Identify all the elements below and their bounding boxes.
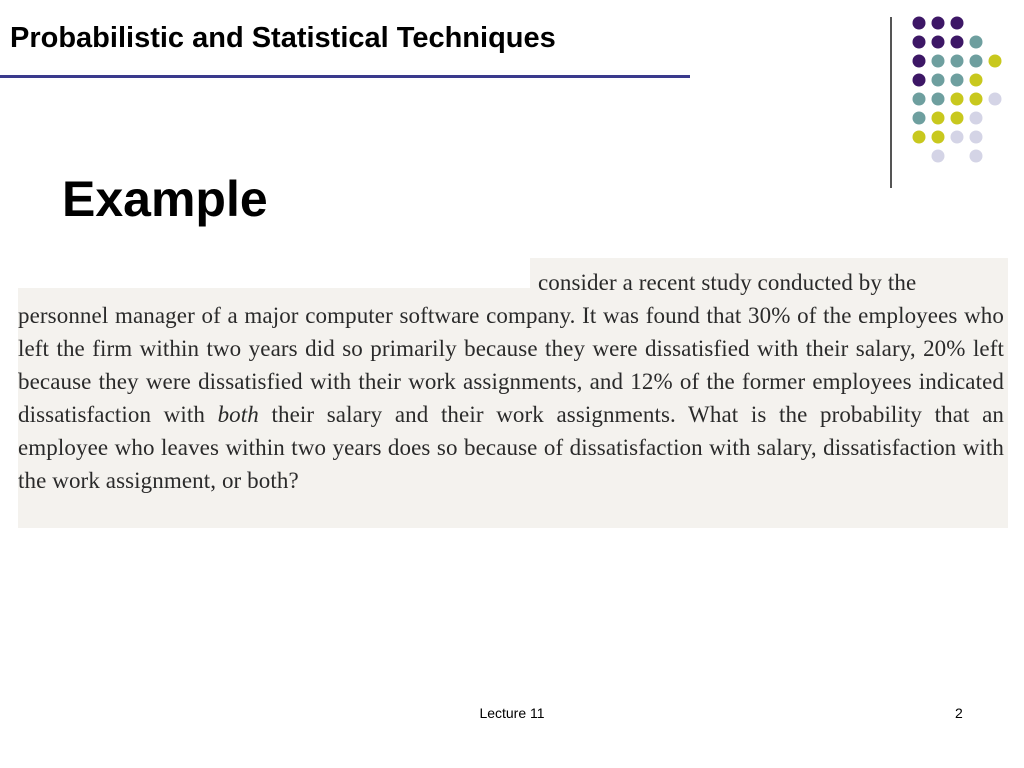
- decorative-dot: [932, 74, 945, 87]
- scanned-text-image: [18, 258, 1008, 528]
- decorative-dot: [932, 17, 945, 30]
- decorative-dot: [913, 131, 926, 144]
- decorative-dot: [951, 112, 964, 125]
- decorative-dot: [951, 55, 964, 68]
- scanned-problem-text: [18, 266, 1004, 497]
- decorative-dot: [932, 55, 945, 68]
- decorative-dot: [970, 74, 983, 87]
- vertical-divider: [890, 17, 892, 188]
- decorative-dot: [913, 93, 926, 106]
- decorative-dot: [913, 36, 926, 49]
- decorative-dot: [913, 74, 926, 87]
- decorative-dot: [951, 131, 964, 144]
- footer-page-number: 2: [955, 705, 963, 721]
- decorative-dot: [970, 55, 983, 68]
- slide-heading: Example: [62, 171, 268, 227]
- scanned-body-part-2: their salary and their work assignments. What is the probability that an employee who leaves within two years does so because of dissatisfaction with salary, dissatisfaction with the work assignment, or both?: [18, 402, 1004, 493]
- decorative-dot: [951, 36, 964, 49]
- slide-header-title: Probabilistic and Statistical Techniques: [10, 22, 556, 54]
- footer-lecture-label: Lecture 11: [479, 705, 545, 721]
- decorative-dot: [970, 131, 983, 144]
- decorative-dot: [932, 112, 945, 125]
- decorative-dot: [951, 93, 964, 106]
- decorative-dot: [913, 55, 926, 68]
- decorative-dot: [951, 74, 964, 87]
- decorative-dot: [932, 150, 945, 163]
- scanned-italic-word: both: [217, 402, 259, 427]
- decorative-dot: [951, 17, 964, 30]
- decorative-dot: [932, 36, 945, 49]
- decorative-dot: [932, 131, 945, 144]
- decorative-dot: [989, 55, 1002, 68]
- decorative-dot: [970, 150, 983, 163]
- decorative-dot: [970, 36, 983, 49]
- decorative-dot: [989, 93, 1002, 106]
- scanned-body-part-1: personnel manager of a major computer software company. It was found that 30% of the employees who left the firm within two years did so primarily because they were dissatisfied with their salary, 20% left because they were dissatisfied with their work assignments, and 12% of the former employees indicated dissatisfaction with: [18, 303, 1004, 427]
- decorative-dot: [932, 93, 945, 106]
- decorative-dot: [913, 17, 926, 30]
- decorative-dot: [913, 112, 926, 125]
- header-underline: [0, 75, 690, 78]
- scanned-first-line: consider a recent study conducted by the: [538, 270, 917, 295]
- decorative-dot: [970, 112, 983, 125]
- decorative-dot: [970, 93, 983, 106]
